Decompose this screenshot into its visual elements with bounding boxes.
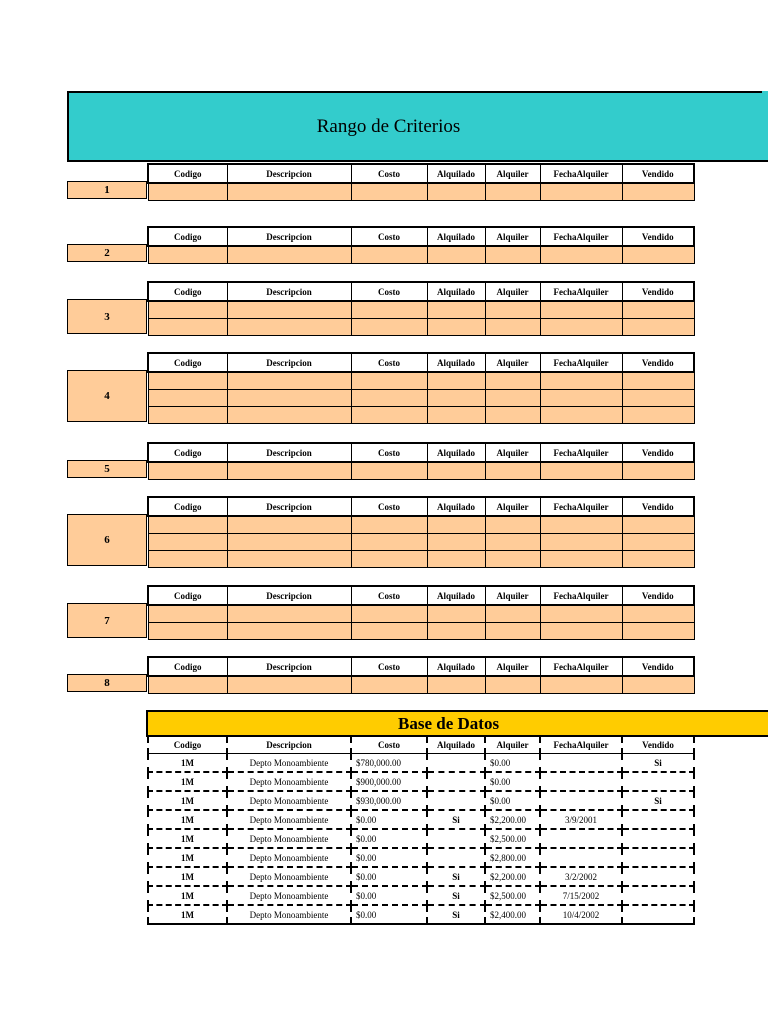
- criteria-cell-alquiler[interactable]: [485, 462, 540, 479]
- column-header-alquiler: Alquiler: [485, 586, 540, 605]
- column-header-vendido: Vendido: [622, 227, 694, 246]
- criteria-row: [148, 372, 694, 389]
- db-cell-vendido[interactable]: [622, 886, 694, 905]
- criteria-cell-fechaalquiler[interactable]: [540, 246, 622, 263]
- criteria-cell-vendido[interactable]: [622, 301, 694, 318]
- criteria-cell-alquiler[interactable]: [485, 550, 540, 567]
- db-cell-descripcion[interactable]: Depto Monoambiente: [227, 886, 351, 905]
- criteria-row: [148, 301, 694, 318]
- criteria-cell-vendido[interactable]: [622, 605, 694, 622]
- db-row: [148, 867, 694, 886]
- column-header-fechaalquiler: FechaAlquiler: [540, 443, 622, 462]
- criteria-cell-vendido[interactable]: [622, 516, 694, 533]
- column-header-fechaalquiler: FechaAlquiler: [540, 353, 622, 372]
- db-cell-alquiler[interactable]: $2,500.00: [485, 829, 540, 848]
- criteria-row: [148, 516, 694, 533]
- criteria-cell-vendido[interactable]: [622, 533, 694, 550]
- db-cell-costo[interactable]: $0.00: [351, 867, 427, 886]
- db-cell-fechaalquiler[interactable]: [540, 791, 622, 810]
- db-cell-alquilado[interactable]: Si: [427, 886, 485, 905]
- criteria-cell-vendido[interactable]: [622, 389, 694, 406]
- criteria-cell-costo[interactable]: [351, 389, 427, 406]
- criteria-cell-alquilado[interactable]: [427, 318, 485, 335]
- db-column-header-alquilado: Alquilado: [427, 737, 485, 754]
- db-cell-vendido[interactable]: [622, 848, 694, 867]
- criteria-header-row: [148, 227, 694, 246]
- db-cell-vendido[interactable]: [622, 772, 694, 791]
- column-header-descripcion: Descripcion: [227, 497, 351, 516]
- db-cell-fechaalquiler[interactable]: [540, 829, 622, 848]
- column-header-vendido: Vendido: [622, 353, 694, 372]
- criteria-cell-fechaalquiler[interactable]: [540, 516, 622, 533]
- db-cell-vendido[interactable]: Si: [622, 791, 694, 810]
- column-header-alquiler: Alquiler: [485, 227, 540, 246]
- criteria-cell-alquilado[interactable]: [427, 462, 485, 479]
- column-header-codigo: Codigo: [148, 353, 227, 372]
- criteria-cell-vendido[interactable]: [622, 550, 694, 567]
- db-cell-alquiler[interactable]: $0.00: [485, 772, 540, 791]
- criteria-cell-vendido[interactable]: [622, 183, 694, 200]
- criteria-cell-alquiler[interactable]: [485, 406, 540, 423]
- criteria-cell-descripcion[interactable]: [227, 550, 351, 567]
- column-header-fechaalquiler: FechaAlquiler: [540, 657, 622, 676]
- criteria-row: [148, 389, 694, 406]
- db-cell-alquilado[interactable]: [427, 791, 485, 810]
- criteria-cell-codigo[interactable]: [148, 246, 227, 263]
- criteria-cell-codigo[interactable]: [148, 533, 227, 550]
- column-header-alquiler: Alquiler: [485, 353, 540, 372]
- column-header-codigo: Codigo: [148, 443, 227, 462]
- criteria-header-row: [148, 164, 694, 183]
- criteria-row: [148, 462, 694, 479]
- criteria-cell-descripcion[interactable]: [227, 318, 351, 335]
- db-cell-fechaalquiler[interactable]: 7/15/2002: [540, 886, 622, 905]
- criteria-section-number: 2: [67, 244, 147, 262]
- criteria-header-row: [148, 353, 694, 372]
- criteria-cell-descripcion[interactable]: [227, 301, 351, 318]
- criteria-cell-descripcion[interactable]: [227, 246, 351, 263]
- criteria-cell-codigo[interactable]: [148, 462, 227, 479]
- db-column-header-vendido: Vendido: [622, 737, 694, 754]
- criteria-cell-vendido[interactable]: [622, 246, 694, 263]
- column-header-costo: Costo: [351, 353, 427, 372]
- criteria-cell-descripcion[interactable]: [227, 372, 351, 389]
- column-header-descripcion: Descripcion: [227, 227, 351, 246]
- criteria-section-number: 1: [67, 181, 147, 199]
- criteria-cell-codigo[interactable]: [148, 389, 227, 406]
- db-cell-codigo[interactable]: 1M: [148, 791, 227, 810]
- db-cell-costo[interactable]: $0.00: [351, 886, 427, 905]
- criteria-cell-alquilado[interactable]: [427, 246, 485, 263]
- column-header-fechaalquiler: FechaAlquiler: [540, 586, 622, 605]
- column-header-alquilado: Alquilado: [427, 164, 485, 183]
- criteria-cell-codigo[interactable]: [148, 406, 227, 423]
- db-cell-codigo[interactable]: 1M: [148, 867, 227, 886]
- column-header-descripcion: Descripcion: [227, 443, 351, 462]
- criteria-cell-descripcion[interactable]: [227, 183, 351, 200]
- criteria-header-row: [148, 497, 694, 516]
- db-cell-fechaalquiler[interactable]: [540, 848, 622, 867]
- criteria-header-row: [148, 657, 694, 676]
- db-cell-alquilado[interactable]: Si: [427, 867, 485, 886]
- db-cell-alquiler[interactable]: $2,500.00: [485, 886, 540, 905]
- criteria-row: [148, 622, 694, 639]
- criteria-table-2: [147, 226, 695, 264]
- column-header-vendido: Vendido: [622, 282, 694, 301]
- db-cell-descripcion[interactable]: Depto Monoambiente: [227, 754, 351, 773]
- criteria-cell-descripcion[interactable]: [227, 676, 351, 693]
- criteria-cell-costo[interactable]: [351, 550, 427, 567]
- db-cell-fechaalquiler[interactable]: [540, 772, 622, 791]
- db-row: [148, 772, 694, 791]
- criteria-cell-descripcion[interactable]: [227, 516, 351, 533]
- db-row: [148, 754, 694, 773]
- criteria-cell-alquiler[interactable]: [485, 605, 540, 622]
- column-header-descripcion: Descripcion: [227, 282, 351, 301]
- criteria-cell-vendido[interactable]: [622, 372, 694, 389]
- column-header-alquilado: Alquilado: [427, 227, 485, 246]
- db-cell-alquilado[interactable]: Si: [427, 810, 485, 829]
- criteria-title-banner: [67, 91, 768, 162]
- db-row: [148, 905, 694, 924]
- criteria-cell-costo[interactable]: [351, 246, 427, 263]
- column-header-alquilado: Alquilado: [427, 282, 485, 301]
- criteria-cell-alquilado[interactable]: [427, 372, 485, 389]
- db-column-header-fechaalquiler: FechaAlquiler: [540, 737, 622, 754]
- column-header-codigo: Codigo: [148, 282, 227, 301]
- db-cell-descripcion[interactable]: Depto Monoambiente: [227, 772, 351, 791]
- db-cell-fechaalquiler[interactable]: [540, 754, 622, 773]
- column-header-alquilado: Alquilado: [427, 497, 485, 516]
- column-header-codigo: Codigo: [148, 586, 227, 605]
- criteria-cell-costo[interactable]: [351, 533, 427, 550]
- criteria-row: [148, 406, 694, 423]
- db-cell-alquiler[interactable]: $2,800.00: [485, 848, 540, 867]
- criteria-cell-alquilado[interactable]: [427, 550, 485, 567]
- db-cell-alquiler[interactable]: $2,200.00: [485, 810, 540, 829]
- db-cell-costo[interactable]: $900,000.00: [351, 772, 427, 791]
- column-header-descripcion: Descripcion: [227, 164, 351, 183]
- criteria-cell-descripcion[interactable]: [227, 406, 351, 423]
- criteria-table-7: [147, 585, 695, 640]
- criteria-title: Rango de Criterios: [316, 115, 461, 137]
- db-cell-descripcion[interactable]: Depto Monoambiente: [227, 848, 351, 867]
- db-cell-codigo[interactable]: 1M: [148, 754, 227, 773]
- db-cell-alquilado[interactable]: [427, 754, 485, 773]
- criteria-cell-alquiler[interactable]: [485, 622, 540, 639]
- criteria-cell-alquiler[interactable]: [485, 183, 540, 200]
- criteria-cell-vendido[interactable]: [622, 406, 694, 423]
- criteria-cell-codigo[interactable]: [148, 516, 227, 533]
- criteria-cell-costo[interactable]: [351, 406, 427, 423]
- db-cell-codigo[interactable]: 1M: [148, 886, 227, 905]
- column-header-fechaalquiler: FechaAlquiler: [540, 282, 622, 301]
- criteria-row: [148, 183, 694, 200]
- db-cell-descripcion[interactable]: Depto Monoambiente: [227, 905, 351, 924]
- db-cell-descripcion[interactable]: Depto Monoambiente: [227, 791, 351, 810]
- db-cell-codigo[interactable]: 1M: [148, 829, 227, 848]
- criteria-cell-costo[interactable]: [351, 183, 427, 200]
- criteria-cell-fechaalquiler[interactable]: [540, 183, 622, 200]
- criteria-cell-alquiler[interactable]: [485, 389, 540, 406]
- db-cell-descripcion[interactable]: Depto Monoambiente: [227, 867, 351, 886]
- criteria-section-number: 5: [67, 460, 147, 478]
- criteria-cell-alquilado[interactable]: [427, 533, 485, 550]
- column-header-alquilado: Alquilado: [427, 586, 485, 605]
- criteria-cell-alquilado[interactable]: [427, 605, 485, 622]
- criteria-cell-alquiler[interactable]: [485, 246, 540, 263]
- criteria-section-number: 4: [67, 370, 147, 422]
- criteria-cell-codigo[interactable]: [148, 183, 227, 200]
- db-column-header-descripcion: Descripcion: [227, 737, 351, 754]
- column-header-descripcion: Descripcion: [227, 657, 351, 676]
- criteria-cell-codigo[interactable]: [148, 372, 227, 389]
- criteria-cell-vendido[interactable]: [622, 462, 694, 479]
- criteria-row: [148, 318, 694, 335]
- db-column-header-codigo: Codigo: [148, 737, 227, 754]
- db-cell-costo[interactable]: $0.00: [351, 829, 427, 848]
- column-header-alquiler: Alquiler: [485, 657, 540, 676]
- criteria-cell-fechaalquiler[interactable]: [540, 550, 622, 567]
- db-cell-alquiler[interactable]: $0.00: [485, 791, 540, 810]
- criteria-cell-costo[interactable]: [351, 676, 427, 693]
- column-header-codigo: Codigo: [148, 497, 227, 516]
- criteria-cell-fechaalquiler[interactable]: [540, 676, 622, 693]
- criteria-cell-alquilado[interactable]: [427, 301, 485, 318]
- db-row: [148, 848, 694, 867]
- criteria-section-number: 8: [67, 674, 147, 692]
- criteria-row: [148, 533, 694, 550]
- column-header-codigo: Codigo: [148, 657, 227, 676]
- column-header-costo: Costo: [351, 282, 427, 301]
- db-cell-vendido[interactable]: [622, 867, 694, 886]
- db-cell-codigo[interactable]: 1M: [148, 905, 227, 924]
- column-header-alquilado: Alquilado: [427, 443, 485, 462]
- criteria-cell-descripcion[interactable]: [227, 622, 351, 639]
- db-row: [148, 791, 694, 810]
- criteria-cell-alquiler[interactable]: [485, 533, 540, 550]
- criteria-cell-alquilado[interactable]: [427, 676, 485, 693]
- criteria-cell-fechaalquiler[interactable]: [540, 533, 622, 550]
- criteria-cell-fechaalquiler[interactable]: [540, 301, 622, 318]
- db-row: [148, 886, 694, 905]
- column-header-fechaalquiler: FechaAlquiler: [540, 164, 622, 183]
- criteria-cell-descripcion[interactable]: [227, 605, 351, 622]
- criteria-row: [148, 550, 694, 567]
- criteria-section-number: 7: [67, 603, 147, 638]
- criteria-cell-alquilado[interactable]: [427, 389, 485, 406]
- criteria-section-number: 3: [67, 299, 147, 334]
- criteria-cell-codigo[interactable]: [148, 622, 227, 639]
- criteria-cell-fechaalquiler[interactable]: [540, 372, 622, 389]
- criteria-cell-vendido[interactable]: [622, 676, 694, 693]
- criteria-cell-costo[interactable]: [351, 605, 427, 622]
- db-cell-vendido[interactable]: [622, 829, 694, 848]
- criteria-table-6: [147, 496, 695, 568]
- criteria-cell-fechaalquiler[interactable]: [540, 622, 622, 639]
- db-row: [148, 829, 694, 848]
- column-header-alquilado: Alquilado: [427, 353, 485, 372]
- criteria-row: [148, 605, 694, 622]
- criteria-cell-codigo[interactable]: [148, 318, 227, 335]
- criteria-cell-alquilado[interactable]: [427, 183, 485, 200]
- db-cell-codigo[interactable]: 1M: [148, 772, 227, 791]
- db-cell-codigo[interactable]: 1M: [148, 848, 227, 867]
- column-header-codigo: Codigo: [148, 164, 227, 183]
- criteria-cell-fechaalquiler[interactable]: [540, 389, 622, 406]
- database-title: Base de Datos: [398, 713, 500, 733]
- criteria-header-row: [148, 443, 694, 462]
- criteria-cell-costo[interactable]: [351, 462, 427, 479]
- db-cell-alquiler[interactable]: $2,200.00: [485, 867, 540, 886]
- column-header-costo: Costo: [351, 227, 427, 246]
- db-column-header-alquiler: Alquiler: [485, 737, 540, 754]
- criteria-cell-alquiler[interactable]: [485, 318, 540, 335]
- criteria-cell-vendido[interactable]: [622, 622, 694, 639]
- database-header-row: [148, 737, 694, 754]
- criteria-cell-alquilado[interactable]: [427, 406, 485, 423]
- db-cell-alquilado[interactable]: [427, 848, 485, 867]
- column-header-vendido: Vendido: [622, 164, 694, 183]
- column-header-vendido: Vendido: [622, 586, 694, 605]
- criteria-cell-costo[interactable]: [351, 622, 427, 639]
- db-cell-vendido[interactable]: [622, 905, 694, 924]
- criteria-row: [148, 246, 694, 263]
- db-cell-codigo[interactable]: 1M: [148, 810, 227, 829]
- criteria-cell-costo[interactable]: [351, 301, 427, 318]
- column-header-fechaalquiler: FechaAlquiler: [540, 227, 622, 246]
- criteria-cell-codigo[interactable]: [148, 301, 227, 318]
- db-cell-fechaalquiler[interactable]: 10/4/2002: [540, 905, 622, 924]
- db-row: [148, 810, 694, 829]
- criteria-cell-fechaalquiler[interactable]: [540, 318, 622, 335]
- criteria-header-row: [148, 282, 694, 301]
- column-header-costo: Costo: [351, 657, 427, 676]
- db-cell-costo[interactable]: $0.00: [351, 848, 427, 867]
- db-cell-costo[interactable]: $0.00: [351, 905, 427, 924]
- criteria-cell-codigo[interactable]: [148, 605, 227, 622]
- criteria-row: [148, 676, 694, 693]
- column-header-vendido: Vendido: [622, 497, 694, 516]
- db-cell-alquilado[interactable]: [427, 829, 485, 848]
- criteria-cell-codigo[interactable]: [148, 676, 227, 693]
- criteria-cell-costo[interactable]: [351, 516, 427, 533]
- db-cell-alquiler[interactable]: $2,400.00: [485, 905, 540, 924]
- criteria-table-5: [147, 442, 695, 480]
- db-cell-alquilado[interactable]: Si: [427, 905, 485, 924]
- db-cell-costo[interactable]: $780,000.00: [351, 754, 427, 773]
- column-header-alquiler: Alquiler: [485, 282, 540, 301]
- column-header-costo: Costo: [351, 164, 427, 183]
- column-header-vendido: Vendido: [622, 443, 694, 462]
- criteria-cell-vendido[interactable]: [622, 318, 694, 335]
- db-cell-alquilado[interactable]: [427, 772, 485, 791]
- column-header-vendido: Vendido: [622, 657, 694, 676]
- column-header-alquiler: Alquiler: [485, 164, 540, 183]
- column-header-costo: Costo: [351, 586, 427, 605]
- db-cell-alquiler[interactable]: $0.00: [485, 754, 540, 773]
- db-cell-fechaalquiler[interactable]: 3/2/2002: [540, 867, 622, 886]
- db-cell-descripcion[interactable]: Depto Monoambiente: [227, 829, 351, 848]
- column-header-alquiler: Alquiler: [485, 497, 540, 516]
- db-cell-vendido[interactable]: [622, 810, 694, 829]
- column-header-descripcion: Descripcion: [227, 586, 351, 605]
- criteria-table-1: [147, 163, 695, 201]
- criteria-cell-descripcion[interactable]: [227, 389, 351, 406]
- column-header-alquilado: Alquilado: [427, 657, 485, 676]
- database-table: [147, 737, 695, 925]
- db-column-header-costo: Costo: [351, 737, 427, 754]
- database-title-banner: [146, 710, 768, 737]
- criteria-cell-fechaalquiler[interactable]: [540, 462, 622, 479]
- db-cell-vendido[interactable]: Si: [622, 754, 694, 773]
- db-cell-costo[interactable]: $0.00: [351, 810, 427, 829]
- criteria-cell-alquiler[interactable]: [485, 516, 540, 533]
- criteria-cell-alquilado[interactable]: [427, 622, 485, 639]
- db-cell-costo[interactable]: $930,000.00: [351, 791, 427, 810]
- column-header-codigo: Codigo: [148, 227, 227, 246]
- column-header-costo: Costo: [351, 443, 427, 462]
- criteria-cell-codigo[interactable]: [148, 550, 227, 567]
- criteria-cell-costo[interactable]: [351, 372, 427, 389]
- db-cell-descripcion[interactable]: Depto Monoambiente: [227, 810, 351, 829]
- criteria-cell-fechaalquiler[interactable]: [540, 605, 622, 622]
- criteria-header-row: [148, 586, 694, 605]
- criteria-cell-costo[interactable]: [351, 318, 427, 335]
- column-header-descripcion: Descripcion: [227, 353, 351, 372]
- criteria-cell-alquiler[interactable]: [485, 676, 540, 693]
- criteria-cell-descripcion[interactable]: [227, 533, 351, 550]
- column-header-alquiler: Alquiler: [485, 443, 540, 462]
- criteria-cell-alquiler[interactable]: [485, 372, 540, 389]
- criteria-section-number: 6: [67, 514, 147, 566]
- criteria-cell-alquilado[interactable]: [427, 516, 485, 533]
- criteria-table-8: [147, 656, 695, 694]
- db-cell-fechaalquiler[interactable]: 3/9/2001: [540, 810, 622, 829]
- column-header-costo: Costo: [351, 497, 427, 516]
- column-header-fechaalquiler: FechaAlquiler: [540, 497, 622, 516]
- criteria-cell-descripcion[interactable]: [227, 462, 351, 479]
- criteria-table-3: [147, 281, 695, 336]
- criteria-table-4: [147, 352, 695, 424]
- criteria-cell-fechaalquiler[interactable]: [540, 406, 622, 423]
- criteria-cell-alquiler[interactable]: [485, 301, 540, 318]
